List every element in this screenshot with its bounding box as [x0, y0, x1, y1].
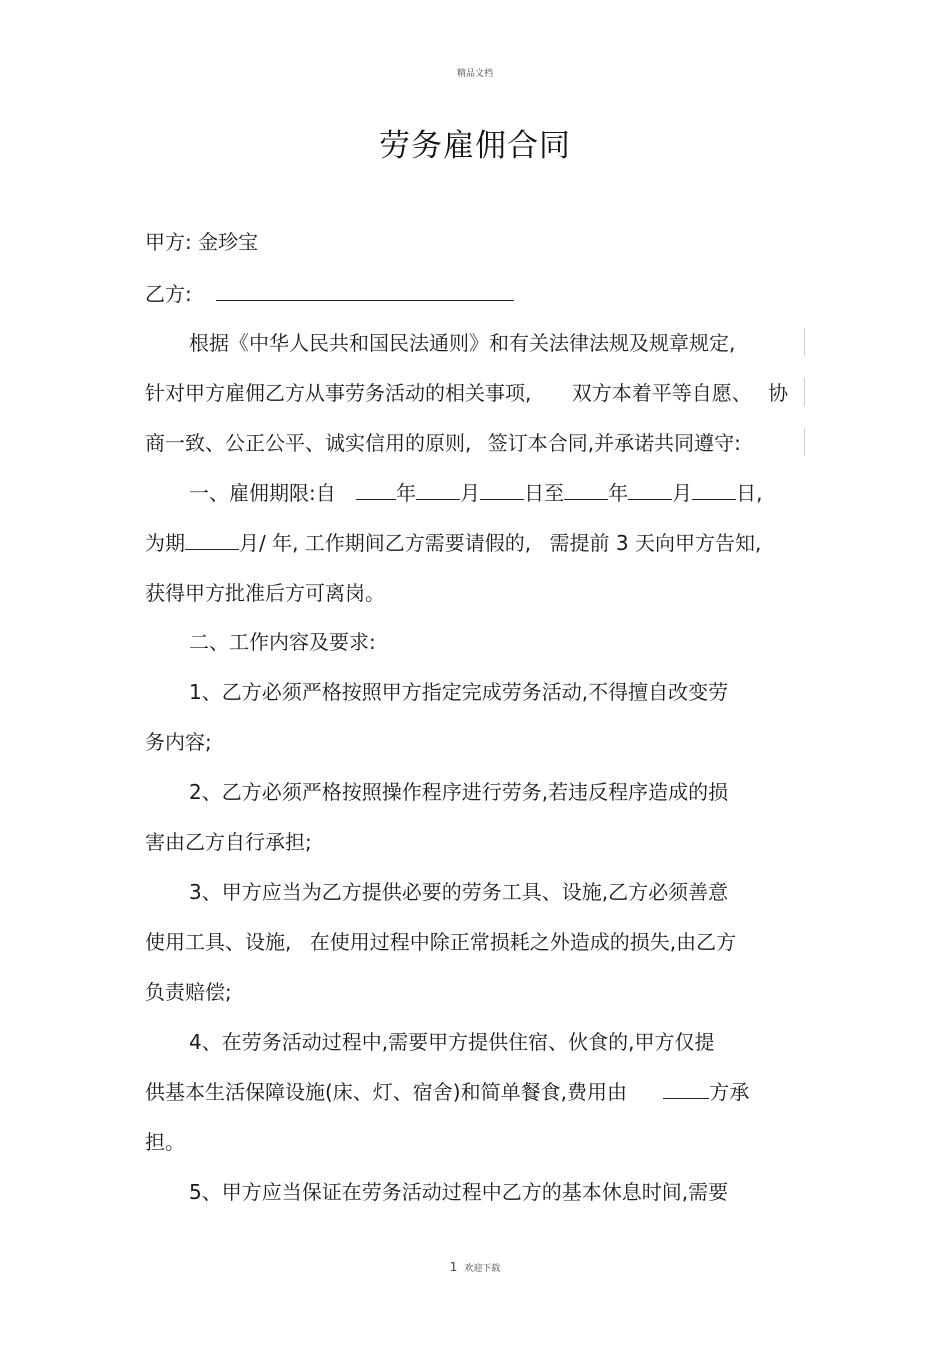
expense-party-blank[interactable]	[663, 1080, 709, 1099]
month-label-2: 月	[672, 481, 693, 505]
end-year-blank[interactable]	[564, 481, 608, 500]
preamble-2-part-2: 双方本着平等自愿、	[571, 381, 752, 405]
item-2-line-2: 害由乙方自行承担;	[145, 830, 312, 854]
item-4-line-2	[145, 1079, 749, 1105]
margin-bar-1	[804, 328, 805, 356]
preamble-3-part-2: 签订本合同,并承诺共同遵守:	[487, 431, 741, 455]
item-4-line-2-part-1: 供基本生活保障设施(床、灯、宿舍)和简单餐食,费用由	[145, 1080, 627, 1104]
term-line-2	[145, 530, 761, 556]
start-day-blank[interactable]	[480, 481, 524, 500]
party-a-value: 金珍宝	[198, 230, 259, 254]
item-2-line-1: 2、乙方必须严格按照操作程序进行劳务,若违反程序造成的损	[189, 780, 729, 804]
document-title: 劳务雇佣合同	[379, 128, 571, 164]
term-duration-prefix: 为期	[145, 531, 185, 555]
start-month-blank[interactable]	[416, 481, 460, 500]
page-number: 1	[449, 1260, 458, 1274]
term-line-3: 获得甲方批准后方可离岗。	[145, 581, 385, 605]
start-year-blank[interactable]	[356, 481, 396, 500]
preamble-2-part-3: 协	[768, 381, 789, 405]
item-4-line-1: 4、在劳务活动过程中,需要甲方提供住宿、伙食的,甲方仅提	[189, 1030, 715, 1054]
item-3-line-3: 负责赔偿;	[145, 980, 232, 1004]
item-3-line-2-part-2: 在使用过程中除正常损耗之外造成的损失,由乙方	[309, 930, 737, 954]
preamble-3-part-1: 商一致、公正公平、诚实信用的原则,	[145, 431, 472, 455]
margin-bar-2	[804, 378, 805, 406]
margin-bar-3	[804, 428, 805, 456]
end-day-blank[interactable]	[692, 481, 736, 500]
term-line-1	[189, 480, 762, 506]
party-b-blank[interactable]	[216, 282, 514, 301]
footer-text: 欢迎下载	[464, 1264, 501, 1274]
end-month-blank[interactable]	[628, 481, 672, 500]
item-1-line-2: 务内容;	[145, 730, 212, 754]
item-1-line-1: 1、乙方必须严格按照甲方指定完成劳务活动,不得擅自改变劳	[189, 680, 729, 704]
month-label-1: 月	[460, 481, 481, 505]
party-a-line	[145, 229, 258, 255]
party-b-label: 乙方:	[145, 282, 192, 306]
preamble-2-part-1: 针对甲方雇佣乙方从事劳务活动的相关事项,	[145, 381, 532, 405]
term-duration-text: 月/ 年, 工作期间乙方需要请假的,	[239, 531, 532, 555]
year-label-1: 年	[396, 481, 417, 505]
preamble-line-1: 根据《中华人民共和国民法通则》和有关法律法规及规章规定,	[189, 331, 736, 355]
item-3-line-2	[145, 929, 736, 955]
section-2-heading: 二、工作内容及要求:	[189, 630, 376, 654]
duration-blank[interactable]	[185, 531, 239, 550]
item-3-line-1: 3、甲方应当为乙方提供必要的劳务工具、设施,乙方必须善意	[189, 880, 729, 904]
leave-notice-text: 需提前 3 天向甲方告知,	[549, 531, 762, 555]
day-label-2: 日,	[736, 481, 763, 505]
page-header: 精品文档	[456, 69, 493, 79]
preamble-line-2	[145, 380, 788, 406]
party-a-label: 甲方:	[145, 230, 192, 254]
item-5-line-1: 5、甲方应当保证在劳务活动过程中乙方的基本休息时间,需要	[189, 1180, 729, 1204]
item-4-line-3: 担。	[145, 1130, 185, 1154]
item-3-line-2-part-1: 使用工具、设施,	[145, 930, 292, 954]
year-label-2: 年	[608, 481, 629, 505]
term-prefix: 一、雇佣期限:自	[189, 481, 336, 505]
day-label-1: 日至	[524, 481, 565, 505]
party-b-line	[145, 281, 514, 307]
preamble-line-3	[145, 430, 741, 456]
item-4-line-2-part-2: 方承	[709, 1080, 750, 1104]
page-footer	[0, 1260, 950, 1274]
